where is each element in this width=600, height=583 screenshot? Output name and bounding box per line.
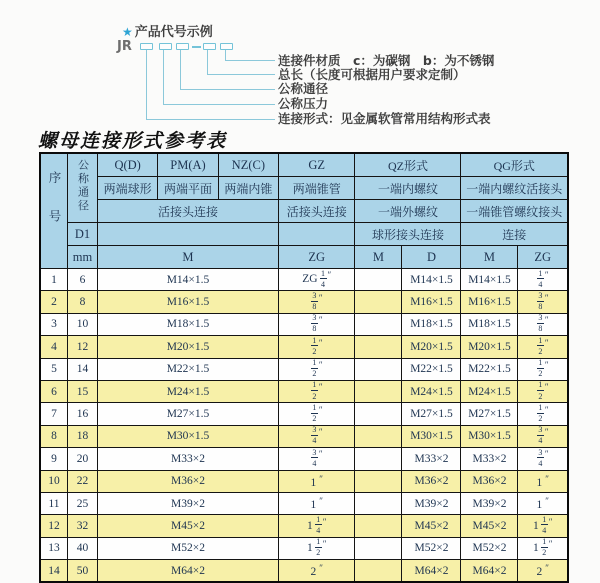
qg-zg-cell [518,470,568,492]
qg-zg-cell [518,492,568,514]
qg-zg-cell [518,358,568,380]
qz-d-cell: M30×1.5 [402,425,461,447]
m-thread-cell: M39×2 [98,492,279,514]
seq-cell: 10 [40,470,68,492]
table-row [40,448,568,470]
qz-m-cell [355,515,402,537]
size-value: 1 $\frac{1}{2}$ ″ [532,537,553,558]
seq-cell: 9 [40,448,68,470]
m-thread-cell: M64×2 [98,560,279,583]
qz-m-cell [355,470,402,492]
size-value: 2 ″ [536,563,549,579]
qg-zg-cell [518,515,568,537]
qg-zg-cell [518,537,568,559]
qg-zg-cell [518,380,568,402]
d1-row-header: 球形接头连接 [355,223,461,246]
d1-row-header: 连接 [461,223,568,246]
gz-size-cell [278,560,355,583]
qg-zg-cell [518,560,568,583]
gz-size-cell [278,269,355,291]
dn-cell: 40 [68,537,98,559]
unit-header: ZG [278,246,355,269]
mm-header: mm [68,246,98,269]
size-value: 2 ″ [310,563,323,579]
code-box [220,43,233,50]
table-row [40,470,568,492]
m-thread-cell: M14×1.5 [98,269,279,291]
size-value: $\frac{3}{4}$ ″ [312,447,323,468]
qz-m-cell [355,291,402,313]
conn-header: 一端锥管螺纹接头 [461,200,568,223]
size-value: 1 $\frac{1}{2}$ ″ [306,537,327,558]
qz-m-cell [355,560,402,583]
m-thread-cell: M36×2 [98,470,279,492]
gz-size-cell [278,291,355,313]
connector-line [146,50,275,120]
qz-d-cell: M18×1.5 [402,313,461,335]
type-header: 两端锥管 [278,177,355,200]
diagram-title [122,21,213,40]
seq-cell: 5 [40,358,68,380]
qg-m-cell: M22×1.5 [461,358,518,380]
qz-m-cell [355,403,402,425]
d1-header: D1 [68,223,98,246]
seq-cell: 6 [40,380,68,402]
qg-m-cell: M33×2 [461,448,518,470]
unit-header: D [402,246,461,269]
size-value: $\frac{3}{8}$ ″ [538,290,549,312]
type-header: 一端内螺纹 [355,177,461,200]
dn-cell: 8 [68,291,98,313]
qg-zg-cell [518,291,568,313]
seq-cell: 7 [40,403,68,425]
diagram-title-text: 产品代号示例 [134,25,213,40]
qz-d-cell: M27×1.5 [402,403,461,425]
code-box [159,43,172,50]
code-label-diameter: 公称通径 [278,81,329,96]
table-row [40,492,568,514]
size-value: 1 $\frac{1}{4}$ ″ [532,514,553,535]
seq-cell: 3 [40,313,68,335]
m-thread-cell: M16×1.5 [98,291,279,313]
code-label-length: 总长（长度可根据用户要求定制） [278,67,466,82]
conn-header: 活接头连接 [278,200,355,223]
m-thread-cell: M24×1.5 [98,380,279,402]
size-value: $\frac{1}{2}$ ″ [312,358,323,379]
blank-header-cell [278,223,355,246]
size-value: $\frac{1}{2}$ ″ [312,335,323,356]
group-header-gz: GZ [278,153,355,177]
table-row [40,358,568,380]
gz-size-cell [278,492,355,514]
size-value: 1 $\frac{1}{4}$ ″ [306,514,327,535]
gz-size-cell [278,425,355,447]
size-value: $\frac{3}{4}$ ″ [538,425,549,446]
qg-m-cell: M52×2 [461,537,518,559]
size-value: $\frac{1}{4}$ ″ [538,268,549,289]
seq-cell: 2 [40,291,68,313]
seq-cell: 13 [40,537,68,559]
qg-m-cell: M16×1.5 [461,291,518,313]
size-value: $\frac{1}{2}$ ″ [538,335,549,356]
dn-cell: 12 [68,336,98,358]
gz-size-cell [278,336,355,358]
gz-size-cell [278,313,355,335]
group-header-qz: QZ形式 [355,153,461,177]
qz-d-cell: M24×1.5 [402,380,461,402]
size-value: 1 ″ [536,496,549,512]
seq-cell: 11 [40,492,68,514]
qg-zg-cell [518,336,568,358]
table-row [40,515,568,537]
table-title: 螺母连接形式参考表 [38,131,228,152]
gz-size-cell [278,448,355,470]
seq-cell: 8 [40,425,68,447]
code-dash [192,46,201,48]
size-value: 1 ″ [536,473,549,489]
m-thread-cell: M52×2 [98,537,279,559]
qg-zg-cell [518,425,568,447]
table-row [40,537,568,559]
table-row [40,560,568,583]
dn-cell: 22 [68,470,98,492]
seq-cell: 14 [40,560,68,583]
m-thread-cell: M30×1.5 [98,425,279,447]
table-body [40,269,568,583]
seq-cell: 4 [40,336,68,358]
size-value: $\frac{1}{2}$ ″ [538,380,549,401]
size-value: $\frac{1}{2}$ ″ [312,380,323,401]
dn-cell: 50 [68,560,98,583]
code-prefix: JR [117,39,132,54]
group-header-pma: PM(A) [158,153,218,177]
table-header [40,153,568,269]
qz-d-cell: M20×1.5 [402,336,461,358]
code-box [203,43,216,50]
gz-size-cell [278,537,355,559]
qg-zg-cell [518,269,568,291]
blank-header-cell [98,223,279,246]
qz-m-cell [355,313,402,335]
table-row [40,403,568,425]
dn-cell: 16 [68,403,98,425]
qg-zg-cell [518,403,568,425]
seq-cell: 12 [40,515,68,537]
size-value: $\frac{3}{4}$ ″ [312,425,323,446]
table-row [40,380,568,402]
gz-size-cell [278,470,355,492]
m-thread-cell: M27×1.5 [98,403,279,425]
unit-header: M [461,246,518,269]
dn-cell: 14 [68,358,98,380]
m-thread-cell: M33×2 [98,448,279,470]
table-row [40,269,568,291]
group-header-nzc: NZ(C) [218,153,278,177]
m-thread-cell: M22×1.5 [98,358,279,380]
qz-d-cell: M14×1.5 [402,269,461,291]
conn-header: 活接头连接 [98,200,279,223]
size-value: $\frac{3}{8}$ ″ [312,313,323,334]
size-value: $\frac{1}{2}$ ″ [312,402,323,424]
type-header: 两端球形 [98,177,158,200]
qz-m-cell [355,269,402,291]
gz-size-cell [278,358,355,380]
dn-cell: 20 [68,448,98,470]
code-label-connection: 连接形式：见金属软管常用结构形式表 [278,111,491,126]
dn-cell: 6 [68,269,98,291]
size-value: $\frac{3}{8}$ ″ [538,313,549,334]
table-row [40,313,568,335]
m-thread-cell: M18×1.5 [98,313,279,335]
unit-header: ZG [518,246,568,269]
dn-cell: 25 [68,492,98,514]
table-row [40,336,568,358]
size-value: ZG $\frac{1}{4}$ ″ [302,268,332,289]
qg-m-cell: M64×2 [461,560,518,583]
size-value: $\frac{3}{4}$ ″ [538,447,549,468]
qz-m-cell [355,425,402,447]
qz-m-cell [355,448,402,470]
qg-m-cell: M27×1.5 [461,403,518,425]
dn-cell: 18 [68,425,98,447]
qg-m-cell: M30×1.5 [461,425,518,447]
size-value: 1 ″ [310,496,323,512]
m-thread-cell: M20×1.5 [98,336,279,358]
size-value: 1 ″ [310,473,323,489]
seq-header: 序号 [40,153,68,269]
qz-m-cell [355,492,402,514]
qz-d-cell: M16×1.5 [402,291,461,313]
group-header-qg: QG形式 [461,153,568,177]
code-box [140,43,153,50]
star-icon: ★ [122,25,133,39]
qg-zg-cell [518,448,568,470]
qz-d-cell: M45×2 [402,515,461,537]
qz-d-cell: M36×2 [402,470,461,492]
qg-zg-cell [518,313,568,335]
table-row [40,291,568,313]
qg-m-cell: M18×1.5 [461,313,518,335]
qz-d-cell: M33×2 [402,448,461,470]
qg-m-cell: M36×2 [461,470,518,492]
gz-size-cell [278,515,355,537]
m-thread-cell: M45×2 [98,515,279,537]
unit-header: M [355,246,402,269]
qz-m-cell [355,380,402,402]
type-header: 两端内锥 [218,177,278,200]
qz-d-cell: M39×2 [402,492,461,514]
size-value: $\frac{3}{8}$ ″ [312,290,323,312]
dn-header: 公称通径 [68,153,98,223]
qg-m-cell: M14×1.5 [461,269,518,291]
code-box [176,43,189,50]
type-header: 一端内螺纹活接头 [461,177,568,200]
qz-d-cell: M22×1.5 [402,358,461,380]
seq-cell: 1 [40,269,68,291]
qz-m-cell [355,336,402,358]
qz-d-cell: M64×2 [402,560,461,583]
dn-cell: 15 [68,380,98,402]
unit-header: M [98,246,279,269]
qz-m-cell [355,537,402,559]
qg-m-cell: M39×2 [461,492,518,514]
qg-m-cell: M24×1.5 [461,380,518,402]
gz-size-cell [278,403,355,425]
gz-size-cell [278,380,355,402]
group-header-qd: Q(D) [98,153,158,177]
type-header: 两端平面 [158,177,218,200]
size-value: $\frac{1}{2}$ ″ [538,402,549,424]
reference-table [39,152,569,583]
table-row [40,425,568,447]
qz-d-cell: M52×2 [402,537,461,559]
size-value: $\frac{1}{2}$ ″ [538,358,549,379]
qz-m-cell [355,358,402,380]
code-label-material: 连接件材质 c：为碳钢 b：为不锈钢 [278,53,495,68]
qg-m-cell: M45×2 [461,515,518,537]
dn-cell: 10 [68,313,98,335]
dn-cell: 32 [68,515,98,537]
conn-header: 一端外螺纹 [355,200,461,223]
code-label-pressure: 公称压力 [278,96,329,111]
qg-m-cell: M20×1.5 [461,336,518,358]
